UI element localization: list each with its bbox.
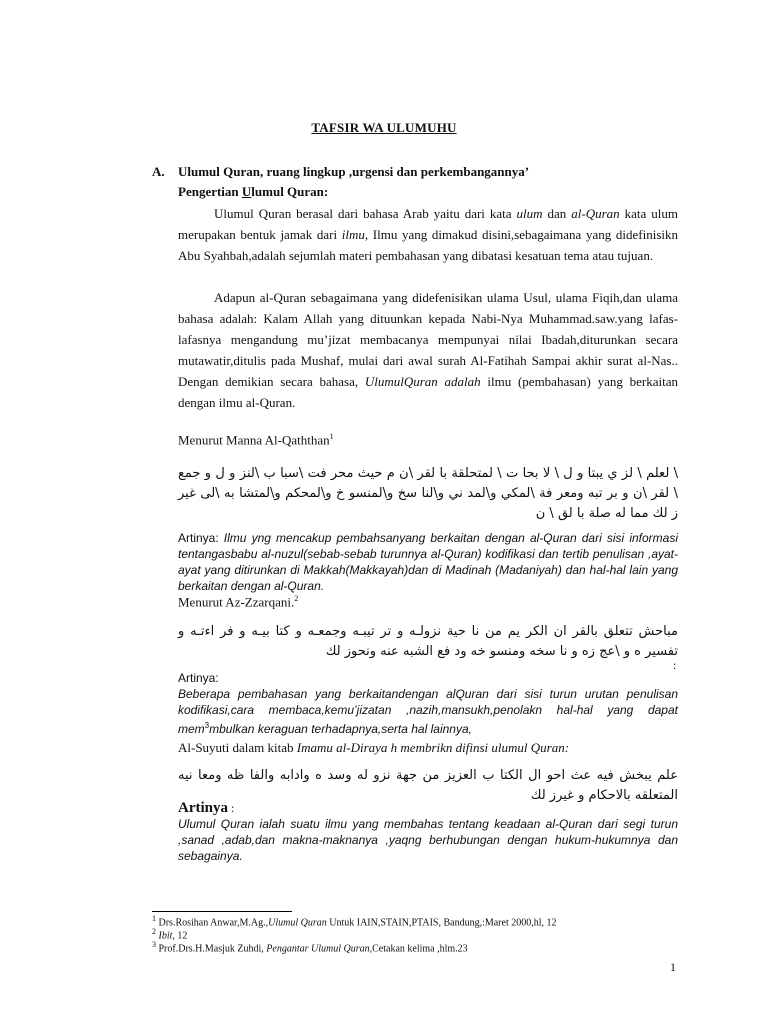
section-number: A. xyxy=(152,164,165,179)
quote2-artinya: Artinya: Beberapa pembahasan yang berkaitandengan alQuran dari sisi turun urutan penulisan kodifikasi,cara membaca,kemu’jizatan ,nazih,mansukh,penolakn hal-hal yang dapat mem$^3$mbulkan keraguan terhadapnya,serta hal lainnya, xyxy=(178,671,678,736)
quote2-colon: : xyxy=(673,658,677,672)
paragraph-2: Adapun al-Quran sebagaimana yang didefenisikan ulama Usul, ulama Fiqih,dan ulama bahasa adalah: Kalam Allah yang dituunkan kepada Nabi-Nya Muhammad.saw.yang lafas-lafasnya mengandung mu’jizat membacanya mempunyai nilai Ibadah,diturunkan secara mutawatir,ditulis pada Mushaf, mulai dari awal surah Al-Fatihah Sampai akhir surat al-Nas.. Dengan demikian secara bahasa, UlumulQuran adalah ilmu (pembahasan) yang berkaitan dengan ilmu al-Quran. xyxy=(178,290,678,410)
page-number: 1 xyxy=(670,960,676,974)
footnote-2: $^2$ Ibit, 12 xyxy=(152,927,188,942)
quote3-arabic: علم يبخش فيه عث احو ال الكتا ب العزيز من جهة نزو له وسد ه وادابه والفا ظه ومعا نيه المتعلقه بالاحكام و غيرز لك xyxy=(178,768,678,803)
quote3-artinya-label: Artinya : xyxy=(178,800,235,816)
quote2-arabic: مباحش تتعلق بالقر ان الكر يم من نا حية نزولـه و تر تيبـه وجمعـه و كتا بيـه و فر اءتـه و تفسير ه و \عج زه و نا سخه ومنسو خه ود فع الشبه عنه ونحوز لك xyxy=(178,624,678,659)
footnote-divider xyxy=(152,911,292,912)
section-title: Ulumul Quran, ruang lingkup ,urgensi dan perkembangannya’ xyxy=(178,164,530,179)
paragraph-1: Ulumul Quran berasal dari bahasa Arab yaitu dari kata ulum dan al-Quran kata ulum merupakan bentuk jamak dari ilmu, Ilmu yang dimakud disini,sebagaimana yang didefinisikn Abu Syahbah,adalah sejumlah materi pembahasan yang dibatasi kesatuan tema atau tujuan. xyxy=(178,206,678,263)
section-heading xyxy=(152,164,529,180)
quote1-arabic: \ لعلم \ لز ي يبتا و ل \ لا بحا ت \ لمتحلقة با لقر \ن م حيث محر فت \سبا ب \لنز و ل و جمع \ لقر \ن و بر تبه ومعر فة \لمكي و\لمد ني و\لنا سخ و\لمنسو خ و\لمحكم و\لمتشا به \لى غير ز لك مما له صلة با لق \ ن xyxy=(178,466,678,521)
quote3-artinya: Ulumul Quran ialah suatu ilmu yang membahas tentang keadaan al-Quran dari segi turun ,sanad ,adab,dan makna-maknanya ,yaqng berhubungan dengan hukum-hukumnya dan sebagainya. xyxy=(178,817,678,863)
footnote-1: $^1$ Drs.Rosihan Anwar,M.Ag.,Ulumul Quran Untuk IAIN,STAIN,PTAIS, Bandung,:Maret 2000,hl, 12 xyxy=(152,914,557,929)
quote2-intro: Menurut Az-Zzarqani.$^2$ xyxy=(178,594,299,610)
quote1-intro: Menurut Manna Al-Qaththan$^1$ xyxy=(178,432,334,448)
document-title: TAFSIR WA ULUMUHU xyxy=(311,120,457,135)
subheading: Pengertian Ulumul Quran: xyxy=(178,184,329,199)
quote1-artinya: Artinya: Ilmu yng mencakup pembahsanyang berkaitan dengan al-Quran dari sisi informasi tentangasbabu al-nuzul(sebab-sebab turunnya al-Quran) kodifikasi dan tertib penulisan ,ayat-ayat yang ditirunkan di Makkah(Makkayah)dan di Madinah (Madaniyah) dan hal-hal lain yang berkaitan dengan al-Quran. xyxy=(178,531,678,593)
footnote-3: $^3$ Prof.Drs.H.Masjuk Zuhdi, Pengantar Ulumul Quran,Cetakan kelima ,hlm.23 xyxy=(152,940,468,955)
quote3-intro: Al-Suyuti dalam kitab Imamu al-Diraya h membrikn difinsi ulumul Quran: xyxy=(178,740,570,755)
